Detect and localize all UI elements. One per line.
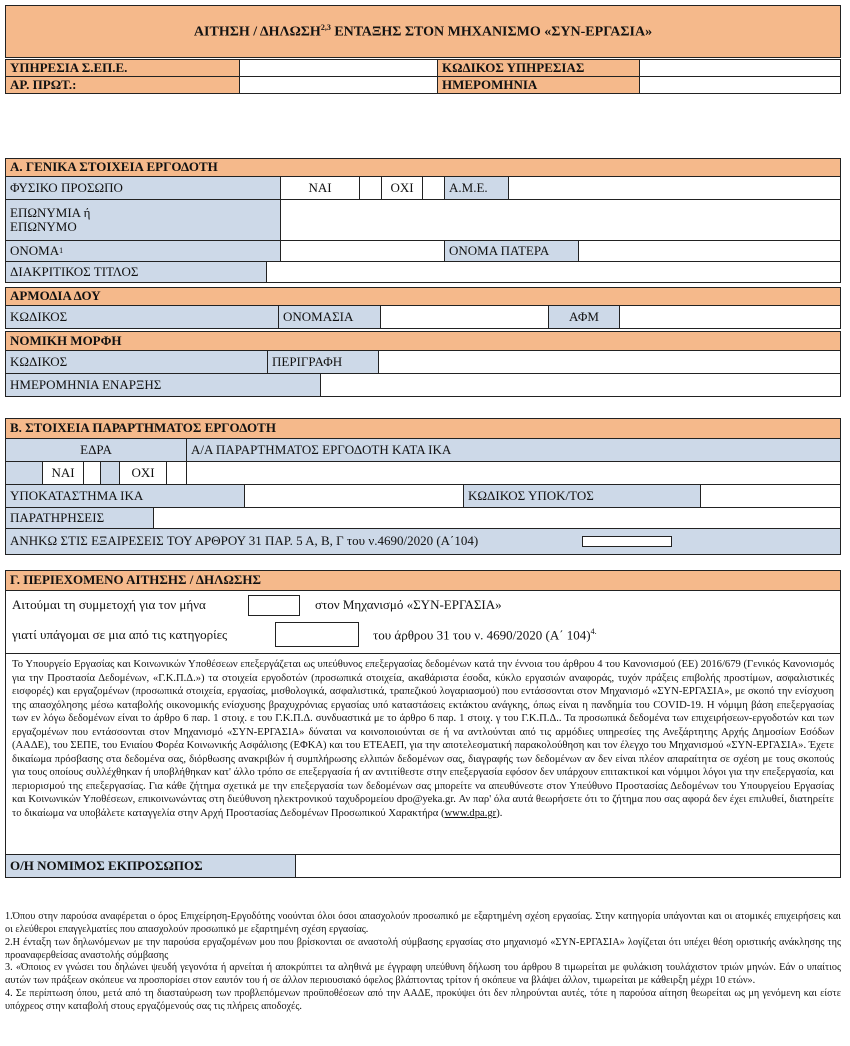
seat-spacer-mid — [100, 461, 120, 485]
father-name-field[interactable] — [578, 240, 841, 262]
label-start-date: ΗΜΕΡΟΜΗΝΙΑ ΕΝΑΡΞΗΣ — [5, 373, 321, 397]
footnote-2: 2.Η ένταξη των δηλωνόμενων με την παρούσα εργαζομένων μου που βρίσκονται σε αναστολή σύμβασης εργασίας στο μηχανισμό «ΣΥΝ-ΕΡΓΑΣΙΑ» λογίζεται ότι υπέχει θέση οριστικής ανάκλησης της προαναφερθείσας αναστολής σύμβασης — [5, 936, 841, 961]
request-text-3: γιατί υπάγομαι σε μια από τις κατηγορίες — [12, 627, 228, 642]
seat-spacer-left — [5, 461, 43, 485]
label-distinctive-title: ΔΙΑΚΡΙΤΙΚΟΣ ΤΙΤΛΟΣ — [5, 261, 267, 283]
request-text-4: του άρθρου 31 του ν. 4690/2020 (Α΄ 104)$^{4.}$ — [373, 627, 597, 643]
exceptions-row — [5, 528, 841, 555]
label-tax-code: ΚΩΔΙΚΟΣ — [5, 305, 279, 329]
start-date-field[interactable] — [320, 373, 841, 397]
label-yes-a: ΝΑΙ — [280, 176, 360, 200]
name-field[interactable] — [280, 199, 841, 241]
form-title: ΑΙΤΗΣΗ / ΔΗΛΩΣΗ$^{2,3}$ ΕΝΤΑΞΗΣ ΣΤΟΝ ΜΗΧΑΝΙΣΜΟ «ΣΥΝ-ΕΡΓΑΣΙΑ» — [193, 22, 653, 40]
label-branch-code: ΚΩΔΙΚΟΣ ΥΠΟΚ/ΤΟΣ — [463, 484, 701, 508]
service-field[interactable] — [239, 59, 438, 77]
label-prot-no: ΑΡ. ΠΡΩΤ.: — [5, 76, 240, 94]
label-tax-name: ΟΝΟΜΑΣΙΑ — [278, 305, 381, 329]
label-name-line1: ΕΠΩΝΥΜΙΑ ή — [10, 204, 91, 220]
label-service: ΥΠΗΡΕΣΙΑ Σ.ΕΠ.Ε. — [5, 59, 240, 77]
label-ika-branch: ΥΠΟΚΑΤΑΣΤΗΜΑ ΙΚΑ — [5, 484, 245, 508]
month-field[interactable] — [248, 595, 300, 616]
first-name-field[interactable] — [280, 240, 445, 262]
branch-no-field[interactable] — [186, 461, 841, 485]
no-checkbox-a[interactable] — [422, 176, 445, 200]
date-field[interactable] — [639, 76, 841, 94]
label-name — [5, 199, 281, 241]
section-a-title: Α. ΓΕΝΙΚΑ ΣΤΟΙΧΕΙΑ ΕΡΓΟΔΟΤΗ — [5, 158, 841, 177]
no-checkbox-b[interactable] — [166, 461, 187, 485]
distinctive-title-field[interactable] — [266, 261, 841, 283]
label-description: ΠΕΡΙΓΡΑΦΗ — [267, 350, 379, 374]
footnote-4: 4. Σε περίπτωση όπου, μετά από τη διασταύρωση των προβλεπόμενων προϋποθέσεων από την ΑΑΔΕ, προκύψει ότι δεν πληρούνται αυτές, τότε η παρούσα αίτηση θεωρείται ως μη γενόμενη και είστε υπόχρεος στην καταβολή στους εργαζόμενούς σας τις πλήρεις αποδοχές. — [5, 988, 841, 1012]
yes-checkbox-a[interactable] — [359, 176, 382, 200]
exceptions-field[interactable] — [582, 536, 672, 547]
gdpr-notice — [5, 653, 841, 855]
label-ame: Α.Μ.Ε. — [444, 176, 509, 200]
form-title-box — [5, 5, 841, 58]
label-father-name: ΟΝΟΜΑ ΠΑΤΕΡΑ — [444, 240, 579, 262]
ame-field[interactable] — [508, 176, 841, 200]
label-remarks: ΠΑΡΑΤΗΡΗΣΕΙΣ — [5, 507, 154, 529]
service-code-field[interactable] — [639, 59, 841, 77]
gdpr-text: Το Υπουργείο Εργασίας και Κοινωνικών Υποθέσεων επεξεργάζεται ως υπεύθυνος επεξεργασίας δεδομένων κατά την έννοια του άρθρου 4 του Κανονισμού (ΕΕ) 2016/679 (Γενικός Κανονισμός για την Προστασία Δεδομένων, «Γ.Κ.Π.Δ.») τα στοιχεία εργοδοτών (προσωπικά στοιχεία, ακαθάριστα έσοδα, κύκλο εργασιών αναφοράς, τυχόν πράξεις επιβολής προστίμων, ασφαλιστικές εισφορές) και εργαζομένων (προσωπικά στοιχεία, εργασίας, μισθολογικά, ασφαλιστικά, τραπεζικού λογαριασμού) που εντάσσονται στον Μηχανισμό «ΣΥΝ-ΕΡΓΑΣΙΑ», με σκοπό την ενίσχυση της απασχόλησης μέσω καταβολής οικονομικής ενίσχυσης βραχυχρόνιας εργασίας υπό καταστάσεις εκτάκτου ανάγκης, όπως είναι η πανδημία του COVID-19. Η νόμιμη βάση επεξεργασίας των εν λόγω δεδομένων είναι το άρθρο 6 παρ. 1 στοιχ. ε του Γ.Κ.Π.Δ. συνδυαστικά με το άρθρο 6 παρ. 1 στοιχ. γ του Γ.Κ.Π.Δ.. Τα προσωπικά δεδομένα των επιχειρήσεων-εργοδοτών και των εργαζομένων που εντάσσονται στον Μηχανισμό «ΣΥΝ-ΕΡΓΑΣΙΑ» δύναται να κοινοποιούνται σε ή να αντλούνται από τις αρμόδιες υπηρεσίες της Ανεξάρτητης Αρχής Δημοσίων Εσόδων (ΑΑΔΕ), του ΣΕΠΕ, του Ενιαίου Φορέα Κοινωνικής Ασφάλισης (ΕΦΚΑ) και του ΕΤΕΑΕΠ, για την αποτελεσματική παρακολούθηση και τον έλεγχο του Μηχανισμού «ΣΥΝ-ΕΡΓΑΣΙΑ». Έχετε δικαίωμα πρόσβασης στα δεδομένα σας, διόρθωσης ανακριβών ή συμπλήρωσης ελλιπών δεδομένων σας, διαγραφής των δεδομένων αν δεν είναι πλέον απαραίτητα σε σχέση με τους σκοπούς για τους οποίους συλλέχθηκαν ή υποβλήθηκαν κατ' άλλο τρόπο σε επεξεργασία ή αν αντιτίθεστε στην επεξεργασία εφόσον δεν υπάρχουν επιτακτικοί και νόμιμοι λόγοι για την επεξεργασία, και περιορισμού της επεξεργασίας. Για κάθε ζήτημα σχετικά με την επεξεργασία των δεδομένων σας μπορείτε να απευθύνεστε στον Υπεύθυνο Προστασίας Δεδομένων του Υπουργείου Εργασίας και Κοινωνικών Υποθέσεων, επικοινωνώντας στη διεύθυνση ηλεκτρονικού ταχυδρομείου dpo@yeka.gr. Αν παρ' όλα αυτά θεωρήσετε ότι το ζήτημα που σας αφορά δεν έχει επιλυθεί, διατηρείτε το δικαίωμα να υποβάλετε καταγγελία στην Αρχή Προστασίας Δεδομένων Προσωπικού Χαρακτήρα ( — [12, 659, 834, 820]
label-afm: ΑΦΜ — [548, 305, 620, 329]
label-legal-rep: Ο/Η ΝΟΜΙΜΟΣ ΕΚΠΡΟΣΩΠΟΣ — [5, 854, 296, 878]
footnote-3: 3. «Όποιος εν γνώσει του δηλώνει ψευδή γεγονότα ή αρνείται ή αποκρύπτει τα αληθινά με έγγραφη υπεύθυνη δήλωση του άρθρου 8 τιμωρείται με φυλάκιση τουλάχιστον τριών μηνών. Εάν ο υπαίτιος αυτών των πράξεων σκόπευε να προσπορίσει στον εαυτόν του ή σε άλλον περιουσιακό όφελος βλάπτοντας τρίτον ή σκόπευε να βλάψει άλλον, τιμωρείται με κάθειρξη μέχρι 10 ετών». — [5, 962, 841, 987]
label-service-code: ΚΩΔΙΚΟΣ ΥΠΗΡΕΣΙΑΣ — [437, 59, 640, 77]
tax-office-title: ΑΡΜΟΔΙΑ ΔΟΥ — [5, 287, 841, 306]
branch-code-field[interactable] — [700, 484, 841, 508]
request-text-2: στον Μηχανισμό «ΣΥΝ-ΕΡΓΑΣΙΑ» — [315, 597, 502, 612]
gdpr-end: ). — [496, 808, 503, 820]
afm-field[interactable] — [619, 305, 841, 329]
label-legal-code: ΚΩΔΙΚΟΣ — [5, 350, 268, 374]
section-b-title: Β. ΣΤΟΙΧΕΙΑ ΠΑΡΑΡΤΗΜΑΤΟΣ ΕΡΓΟΔΟΤΗ — [5, 418, 841, 439]
label-natural-person: ΦΥΣΙΚΟ ΠΡΟΣΩΠΟ — [5, 176, 281, 200]
label-date: ΗΜΕΡΟΜΗΝΙΑ — [437, 76, 640, 94]
legal-rep-field[interactable] — [295, 854, 841, 878]
legal-form-title: ΝΟΜΙΚΗ ΜΟΡΦΗ — [5, 331, 841, 351]
prot-no-field[interactable] — [239, 76, 438, 94]
footnote-1: 1.Όπου στην παρούσα αναφέρεται ο όρος Επιχείρηση-Εργοδότης νοούνται όλοι όσοι απασχολούν προσωπικό με εξαρτημένη σχέση εργασίας. Στην κατηγορία υπάγονται και οι ατομικές επιχειρήσεις και οι ελεύθεροι επαγγελματίες που απασχολούν προσωπικό με εξαρτημένη σχέση εργασίας. — [5, 911, 841, 935]
dpa-link[interactable]: www.dpa.gr — [444, 808, 497, 820]
description-field[interactable] — [378, 350, 841, 374]
label-branch-no: Α/Α ΠΑΡΑΡΤΗΜΑΤΟΣ ΕΡΓΟΔΟΤΗ ΚΑΤΑ ΙΚΑ — [186, 438, 841, 462]
section-c-title: Γ. ΠΕΡΙΕΧΟΜΕΝΟ ΑΙΤΗΣΗΣ / ΔΗΛΩΣΗΣ — [5, 570, 841, 591]
label-yes-b: ΝΑΙ — [42, 461, 84, 485]
label-seat: ΕΔΡΑ — [5, 438, 187, 462]
label-exceptions: ΑΝΗΚΩ ΣΤΙΣ ΕΞΑΙΡΕΣΕΙΣ ΤΟΥ ΑΡΘΡΟΥ 31 ΠΑΡ. 5 Α, Β, Γ του ν.4690/2020 (Α΄104) — [10, 533, 479, 549]
footnotes — [5, 911, 841, 1014]
label-name-line2: ΕΠΩΝΥΜΟ — [10, 219, 77, 234]
tax-name-field[interactable] — [380, 305, 549, 329]
label-no-a: ΟΧΙ — [381, 176, 423, 200]
label-no-b: ΟΧΙ — [119, 461, 167, 485]
yes-checkbox-b[interactable] — [83, 461, 101, 485]
label-first-name: ΟΝΟΜΑ 1 — [5, 240, 281, 262]
ika-branch-field[interactable] — [244, 484, 464, 508]
remarks-field[interactable] — [153, 507, 841, 529]
request-text-1: Αιτούμαι τη συμμετοχή για τον μήνα — [12, 597, 206, 612]
category-field[interactable] — [275, 622, 359, 647]
